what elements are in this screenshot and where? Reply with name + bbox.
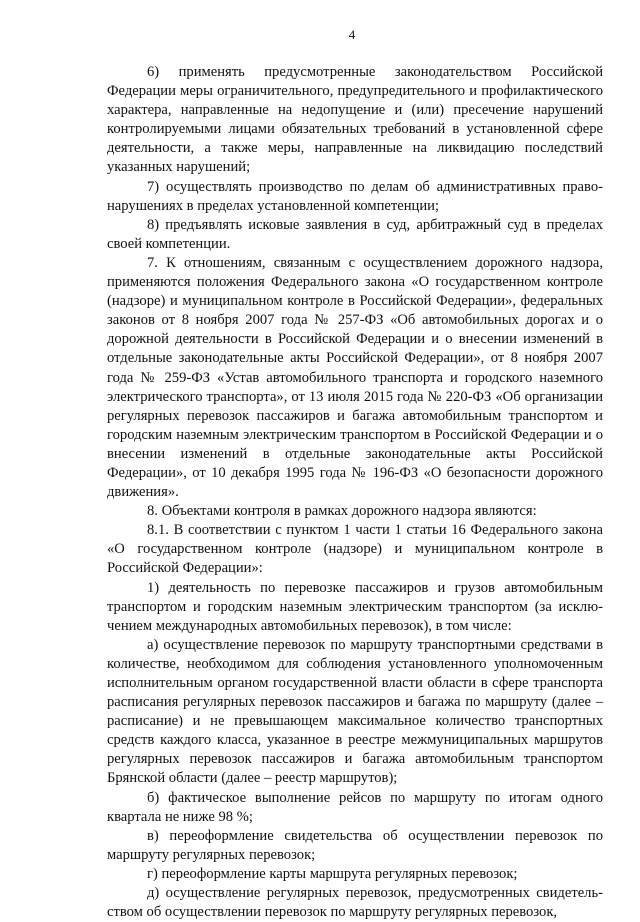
paragraph-subitem-v: в) переоформление свидетельства об осуществлении перевозок по маршруту регулярных перевозок; <box>107 827 603 863</box>
paragraph-item-6: 6) применять предусмотренные законодательством Российской Федерации меры ограничительного, предупредительного и профилактического характера, направленные на недопущение и (или) пресечение нарушений контролируемыми лицами обязательных требований в установленной сфере деятельности, а также меры, направленные на ликвидацию последствий указанных нарушений; <box>107 64 603 176</box>
paragraph-subitem-a: а) осуществление перевозок по маршруту транспортными средствами в количестве, необходимом для соблюдения установленного уполномоченным исполнительным органом государственной власти области в сфере транспорта расписания регулярных перевозок пассажиров и багажа по маршруту (далее – расписание) и не превышающем максимальное количество транспортных средств каждого класса, указанное в реестре межмуниципальных маршрутов регулярных перевозок пассажиров и багажа автомобильным транспортом Брянской области (далее – реестр маршрутов); <box>107 636 603 787</box>
paragraph-section-8: 8. Объектами контроля в рамках дорожного надзора являются: <box>147 503 537 520</box>
document-body <box>107 63 603 922</box>
paragraph-section-8-1: 8.1. В соответствии с пунктом 1 части 1 статьи 16 Федерального закона «О государственном контроле (надзоре) и муниципальном контроле в Российской Федерации»: <box>107 522 603 577</box>
paragraph-subitem-g: г) переоформление карты маршрута регулярных перевозок; <box>147 865 518 882</box>
paragraph-item-7: 7) осуществлять производство по делам об административных правонарушениях в пределах установленной компетенции; <box>107 178 603 214</box>
paragraph-section-7: 7. К отношениям, связанным с осуществлением дорожного надзора, применяются положения Федерального закона «О государственном контроле (надзоре) и муниципальном контроле в Российской Федерации», федеральных законов от 8 ноября 2007 года № 257-ФЗ «Об автомобильных дорогах и о дорожной деятельности в Российской Федерации и о внесении изменений в отдельные законодательные акты Российской Федерации», от 8 ноября 2007 года № 259-ФЗ «Устав автомобильного транспорта и городского наземного электрического транспорта», от 13 июля 2015 года № 220-ФЗ «Об организации регулярных перевозок пассажиров и багажа автомобильным транспортом и городским наземным электрическим транспортом в Российской Федерации и о внесении изменений в отдельные законодательные акты Российской Федерации», от 10 декабря 1995 года № 196-ФЗ «О безопасности дорожного движения». <box>107 254 603 501</box>
paragraph-subitem-1: 1) деятельность по перевозке пассажиров и грузов автомобильным транспортом и городским наземным электрическим транспортом (за исключением международных автомобильных перевозок), в том числе: <box>107 579 603 634</box>
paragraph-subitem-d: д) осуществление регулярных перевозок, предусмотренных свидетельством об осуществлении перевозок по маршруту регулярных перевозок, <box>107 885 603 921</box>
paragraph-item-8: 8) предъявлять исковые заявления в суд, арбитражный суд в пределах своей компетенции. <box>107 216 603 252</box>
paragraph-subitem-b: б) фактическое выполнение рейсов по маршруту по итогам одного квартала не ниже 98 %; <box>107 789 603 825</box>
page-number: 4 <box>348 27 356 42</box>
